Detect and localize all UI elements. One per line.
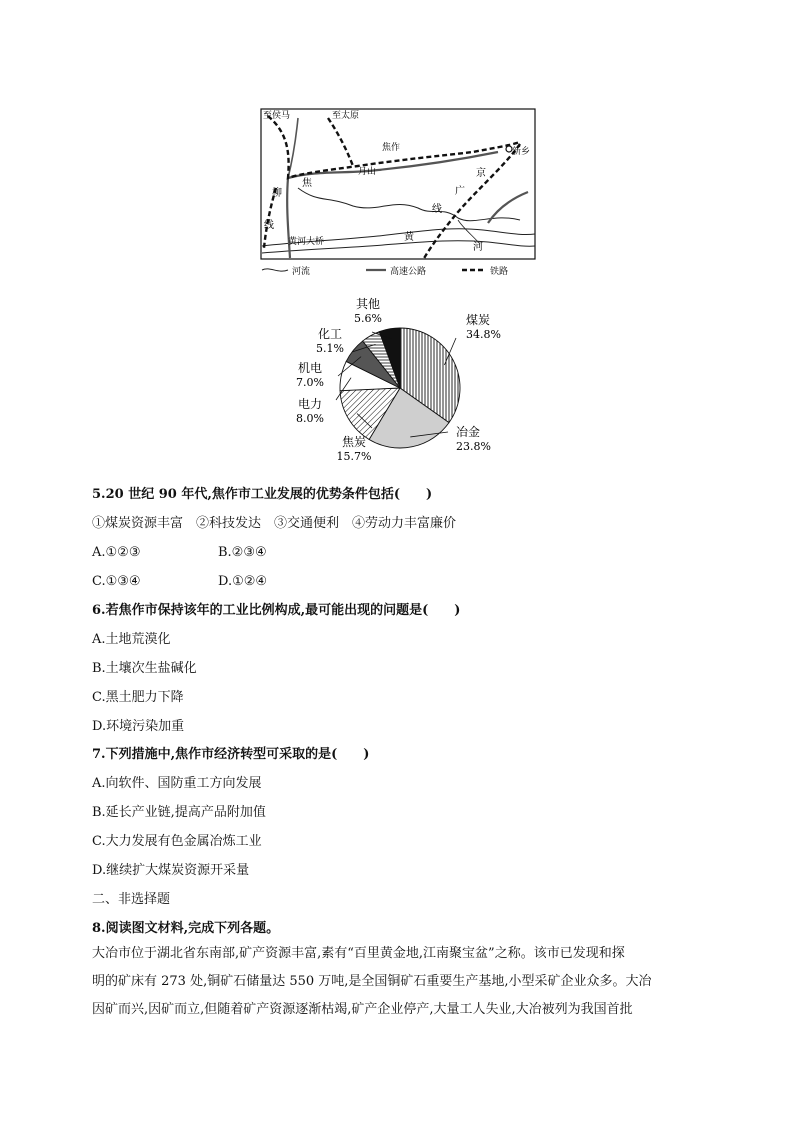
industry-structure-pie-chart: [280, 296, 520, 474]
label-xian-left: 线: [264, 220, 274, 231]
pie-label-name-4: 电力: [297, 397, 323, 411]
legend-river-symbol: [262, 269, 288, 271]
label-yueshan: 月山: [358, 167, 377, 177]
question-6-option-b[interactable]: B.土壤次生盐碱化: [92, 661, 197, 676]
question-5-option-d[interactable]: D.①②④: [218, 574, 268, 589]
pie-label-value-3: 15.7%: [336, 450, 372, 463]
pie-label-value-6: 5.1%: [316, 342, 344, 355]
question-6-option-a[interactable]: A.土地荒漠化: [92, 632, 171, 647]
label-to-houma: 至侯马: [263, 111, 291, 121]
question-8-stem: 8.阅读图文材料,完成下列各题。: [92, 921, 280, 936]
question-6-stem: 6.若焦作市保持该年的工业比例构成,最可能出现的问题是( ): [92, 603, 461, 618]
legend-highway-label: 高速公路: [390, 267, 427, 277]
question-8-material-line-3: 因矿而兴,因矿而立,但随着矿产资源逐渐枯竭,矿产企业停产,大量工人失业,大冶被列为我国首批: [92, 1002, 633, 1017]
label-guang: 广: [455, 186, 465, 197]
pie-label-value-4: 8.0%: [296, 412, 324, 425]
label-liu: 柳: [272, 188, 282, 199]
jiaozuo-location-map: [258, 108, 536, 286]
question-7-option-d[interactable]: D.继续扩大煤炭资源开采量: [92, 863, 250, 878]
label-xian-right: 线: [432, 204, 442, 215]
question-7-option-b[interactable]: B.延长产业链,提高产品附加值: [92, 805, 266, 820]
label-jiaozuo: 焦作: [382, 143, 401, 153]
pie-slices: [340, 328, 460, 448]
question-5-option-b[interactable]: B.②③④: [218, 545, 267, 560]
question-8-material-line-2: 明的矿床有 273 处,铜矿石储量达 550 万吨,是全国铜矿石重要生产基地,小型采矿企业众多。大冶: [92, 974, 652, 989]
label-jing: 京: [476, 168, 486, 179]
pie-label-name-6: 化工: [317, 327, 343, 341]
pie-label-name-7: 其他: [355, 297, 381, 311]
question-7-option-a[interactable]: A.向软件、国防重工方向发展: [92, 776, 262, 791]
question-6-option-c[interactable]: C.黑土肥力下降: [92, 690, 184, 705]
question-7-stem: 7.下列措施中,焦作市经济转型可采取的是( ): [92, 747, 370, 762]
legend-railway-label: 铁路: [490, 267, 509, 277]
pie-label-name-3: 焦炭: [341, 435, 367, 449]
label-jiao-rail: 焦: [302, 178, 312, 189]
question-8-material-line-1: 大冶市位于湖北省东南部,矿产资源丰富,素有“百里黄金地,江南聚宝盆”之称。该市已发现和探: [92, 946, 625, 961]
question-5-option-c[interactable]: C.①③④: [92, 574, 141, 589]
question-5-stem: [92, 486, 432, 504]
map-legend: [262, 265, 508, 277]
question-5-conditions: ①煤炭资源丰富 ②科技发达 ③交通便利 ④劳动力丰富廉价: [92, 516, 457, 531]
label-he: 河: [473, 242, 483, 253]
pie-label-value-1: 34.8%: [466, 328, 501, 341]
pie-label-name-2: 冶金: [456, 425, 481, 439]
label-xinxiang: 新乡: [512, 147, 531, 157]
label-huang: 黄: [404, 232, 414, 243]
pie-label-value-2: 23.8%: [456, 440, 491, 453]
question-5-option-a[interactable]: A.①②③: [92, 545, 141, 560]
pie-label-value-5: 7.0%: [296, 376, 324, 389]
label-to-taiyuan: 至太原: [332, 111, 360, 121]
question-6-option-d[interactable]: D.环境污染加重: [92, 719, 185, 734]
question-5-stem-text: 5.20 世纪 90 年代,焦作市工业发展的优势条件包括( ): [92, 487, 433, 502]
pie-label-value-7: 5.6%: [354, 312, 382, 325]
label-bridge: 黄河大桥: [288, 237, 325, 247]
pie-label-name-5: 机电: [297, 361, 323, 375]
pie-label-name-1: 煤炭: [466, 313, 491, 327]
legend-river-label: 河流: [292, 267, 311, 277]
section-2-heading: 二、非选择题: [92, 892, 171, 907]
question-7-option-c[interactable]: C.大力发展有色金属冶炼工业: [92, 834, 262, 849]
